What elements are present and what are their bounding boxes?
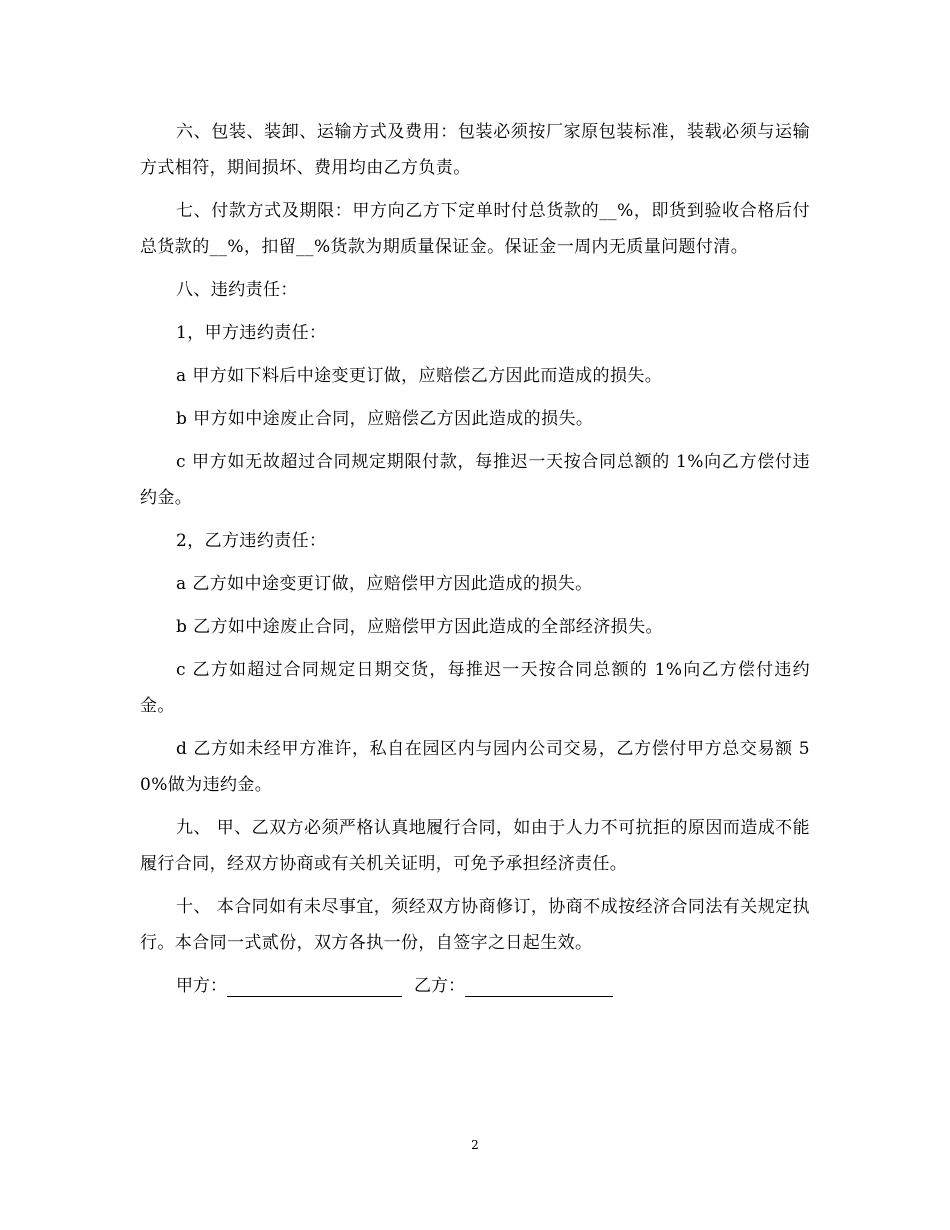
party-a-breach-item-c: c 甲方如无故超过合同规定期限付款，每推迟一天按合同总额的 1%向乙方偿付违约金。 [140,452,810,508]
clause-force-majeure: 九、 甲、乙双方必须严格认真地履行合同，如由于人力不可抗拒的原因而造成不能履行合同，经双方协商或有关机关证明，可免予承担经济责任。 [140,818,810,874]
clause-final-provisions: 十、 本合同如有未尽事宜，须经双方协商修订，协商不成按经济合同法有关规定执行。本合同一式贰份，双方各执一份，自签字之日起生效。 [140,897,810,953]
clause-packaging: 六、包装、装卸、运输方式及费用：包装必须按厂家原包装标准，装载必须与运输方式相符，期间损坏、费用均由乙方负责。 [140,122,810,178]
page-number: 2 [471,1138,479,1152]
party-b-breach-heading: 2，乙方违约责任： [176,531,327,551]
party-a-signature-label: 甲方： [176,976,227,996]
party-b-signature-field[interactable] [465,974,613,997]
party-a-signature-field[interactable] [227,974,402,997]
party-b-breach-item-d: d 乙方如未经甲方准许，私自在园区内与园内公司交易，乙方偿付甲方总交易额 50%做为违约金。 [140,739,810,795]
party-a-breach-item-a: a 甲方如下料后中途变更订做，应赔偿乙方因此而造成的损失。 [176,366,663,386]
contract-body [140,114,810,1004]
party-b-signature-label: 乙方： [414,976,465,996]
party-b-breach-item-c: c 乙方如超过合同规定日期交货，每推迟一天按合同总额的 1%向乙方偿付违约金。 [140,660,810,716]
party-b-breach-item-b: b 乙方如中途废止合同，应赔偿甲方因此造成的全部经济损失。 [176,617,663,637]
clause-payment: 七、付款方式及期限：甲方向乙方下定单时付总货款的__%，即货到验收合格后付总货款的__%，扣留__%货款为期质量保证金。保证金一周内无质量问题付清。 [140,201,810,257]
clause-breach-heading: 八、违约责任： [176,280,298,300]
signature-line [140,968,810,1004]
party-a-breach-item-b: b 甲方如中途废止合同，应赔偿乙方因此造成的损失。 [176,409,594,429]
party-b-breach-item-a: a 乙方如中途变更订做，应赔偿甲方因此造成的损失。 [176,574,593,594]
party-a-breach-heading: 1，甲方违约责任： [176,323,327,343]
